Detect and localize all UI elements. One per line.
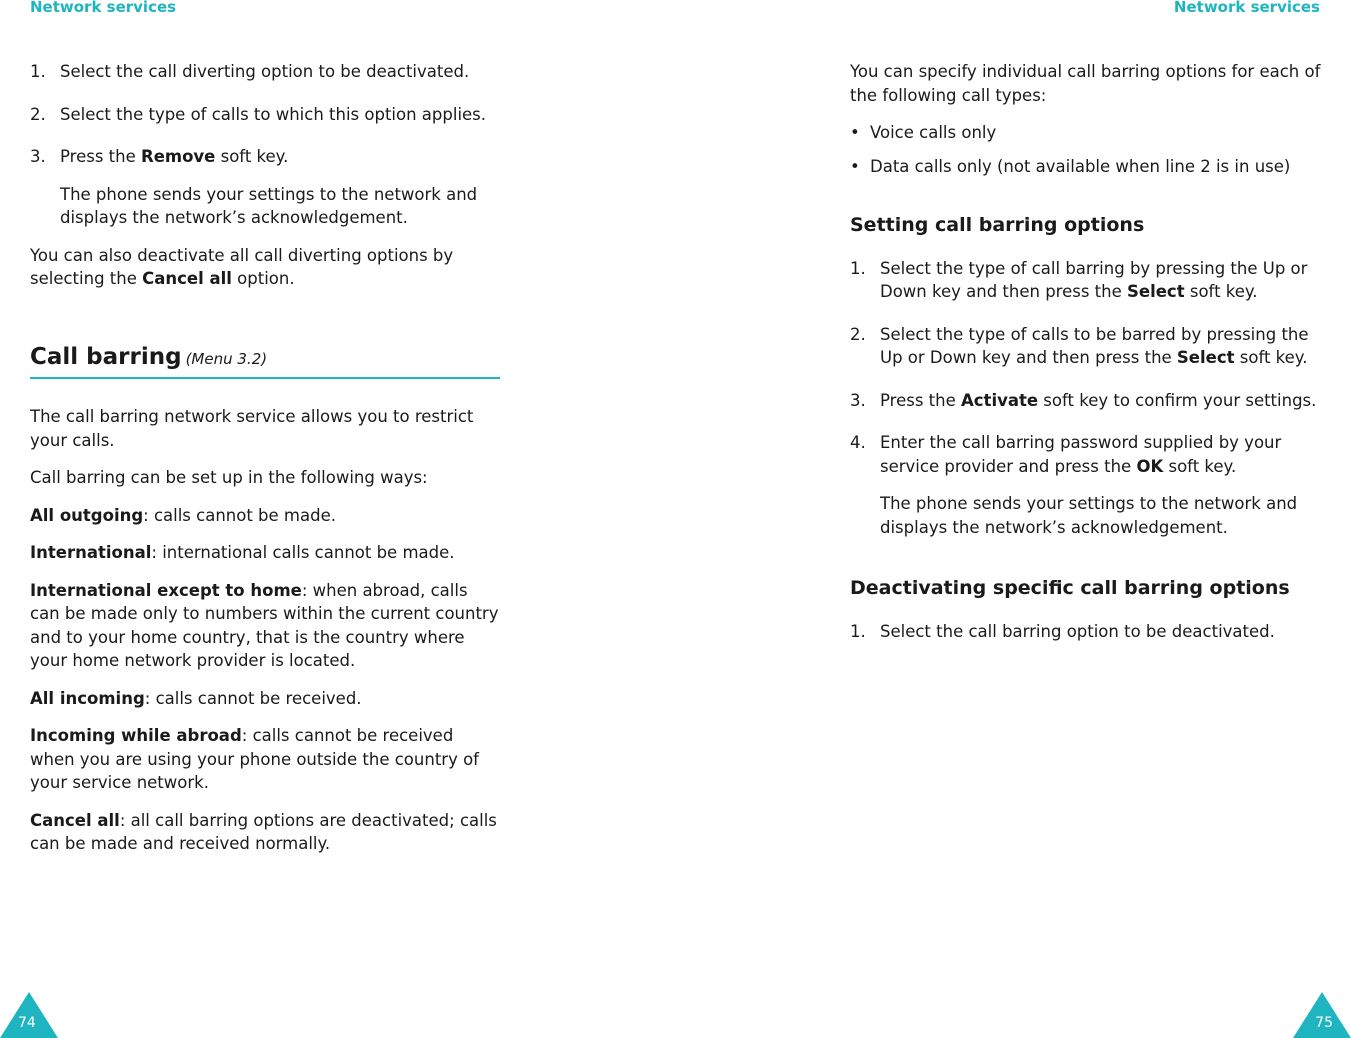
- step-note: The phone sends your settings to the network and displays the network’s acknowledgement.: [880, 494, 1298, 537]
- step-item: [30, 60, 500, 84]
- definition-item: [30, 541, 500, 565]
- step-text-pre: Select the type of call barring by pressing the Up or Down key and then press the: [880, 258, 1308, 301]
- step-number: 3.: [850, 390, 866, 410]
- page-number-badge-right: [1293, 992, 1351, 1038]
- step-item: [30, 103, 500, 127]
- running-head-left: Network services: [30, 0, 177, 16]
- step-number: 1.: [850, 258, 866, 278]
- step-item: [850, 431, 1325, 478]
- step-item: [850, 257, 1325, 304]
- step-text-pre: Select the type of calls to be barred by pressing the Up or Down key and then press the: [880, 324, 1309, 367]
- step-text: Select the call diverting option to be deactivated.: [60, 62, 470, 81]
- bullet-icon: •: [850, 123, 860, 142]
- definition-term: Incoming while abroad: [30, 726, 242, 745]
- paragraph-pre: You can also deactivate all call diverting options by selecting the: [30, 245, 454, 288]
- step-text-bold: Remove: [141, 147, 216, 166]
- intro-paragraph: The call barring network service allows you to restrict your calls.: [30, 407, 474, 450]
- definition-term: All incoming: [30, 688, 145, 708]
- intro-paragraph: Call barring can be set up in the following ways:: [30, 468, 428, 487]
- bullet-item: [850, 155, 1325, 179]
- step-text-bold: OK: [1136, 456, 1164, 476]
- step-text: Select the type of calls to which this option applies.: [60, 104, 487, 124]
- definition-term: Cancel all: [30, 810, 120, 830]
- step-number: 1.: [30, 62, 46, 81]
- step-text-bold: Select: [1176, 348, 1235, 367]
- section-title-call-barring: [30, 343, 500, 380]
- right-page: [676, 0, 1351, 1038]
- step-text: [60, 145, 500, 169]
- right-column: [850, 60, 1325, 662]
- page-number: 75: [1315, 1015, 1333, 1031]
- definition-desc: : when abroad, calls can be made only to numbers within the current country and to your home country, that is the country where your home network provider is located.: [30, 580, 499, 670]
- step-item: [30, 145, 500, 169]
- bullet-icon: •: [850, 156, 860, 176]
- definition-list: [30, 504, 500, 856]
- step-item: [850, 389, 1325, 413]
- cancel-all-paragraph: [30, 244, 500, 291]
- step-text: Select the call barring option to be deactivated.: [880, 621, 1275, 641]
- subhead-deactivating-call-barring: Deactivating specific call barring options: [850, 577, 1290, 599]
- definition-desc: : calls cannot be received.: [144, 688, 362, 708]
- step-note: The phone sends your settings to the network and displays the network’s acknowledgement.: [60, 184, 478, 227]
- definition-desc: : all call barring options are deactivated; calls can be made and received normally.: [30, 810, 497, 853]
- section-menu-ref: (Menu 3.2): [185, 349, 268, 368]
- definition-item: [30, 724, 500, 795]
- step-number: 3.: [30, 147, 46, 166]
- page-number: 74: [18, 1015, 36, 1031]
- paragraph-post: option.: [231, 269, 295, 288]
- bullet-item: [850, 121, 1325, 145]
- step-number: 2.: [30, 104, 46, 124]
- step-item: [850, 323, 1325, 370]
- step-text: [880, 323, 1325, 370]
- paragraph-bold: Cancel all: [142, 269, 232, 288]
- step-number: 4.: [850, 433, 866, 452]
- step-text-bold: Activate: [961, 390, 1039, 410]
- definition-item: [30, 687, 500, 711]
- definition-term: International: [30, 543, 152, 562]
- left-column: [30, 60, 500, 870]
- bullet-text: Voice calls only: [870, 123, 997, 142]
- step-text-pre: Press the: [60, 147, 141, 166]
- definition-term: International except to home: [30, 580, 302, 600]
- step-text: [880, 431, 1325, 478]
- definition-item: [30, 809, 500, 856]
- bullet-text: Data calls only (not available when line 2 is in use): [870, 156, 1291, 176]
- step-text-pre: Enter the call barring password supplied by your service provider and press the: [880, 433, 1282, 476]
- page-number-badge-left: [0, 992, 58, 1038]
- step-text-post: soft key to confirm your settings.: [1038, 390, 1317, 410]
- subhead-setting-call-barring: Setting call barring options: [850, 214, 1145, 236]
- step-number: 2.: [850, 324, 866, 344]
- section-title-text: Call barring: [30, 343, 182, 370]
- running-head-right: Network services: [1173, 0, 1320, 16]
- left-page: [0, 0, 675, 1038]
- definition-desc: : calls cannot be made.: [143, 505, 336, 525]
- definition-desc: : international calls cannot be made.: [151, 543, 455, 562]
- definition-term: All outgoing: [30, 505, 144, 525]
- definition-item: [30, 579, 500, 673]
- step-text-bold: Select: [1127, 282, 1185, 301]
- step-text: [880, 257, 1325, 304]
- step-text-post: soft key.: [1184, 282, 1258, 301]
- step-text: [880, 389, 1325, 413]
- definition-desc: : calls cannot be received when you are using your phone outside the country of your service network.: [30, 726, 479, 792]
- step-text-pre: Press the: [880, 390, 961, 410]
- step-number: 1.: [850, 621, 866, 641]
- step-text-post: soft key.: [1234, 348, 1308, 367]
- intro-paragraph: You can specify individual call barring options for each of the following call types:: [850, 62, 1321, 105]
- step-text-post: soft key.: [1163, 456, 1237, 476]
- step-item: [850, 620, 1325, 644]
- definition-item: [30, 504, 500, 528]
- step-text-post: soft key.: [215, 147, 289, 166]
